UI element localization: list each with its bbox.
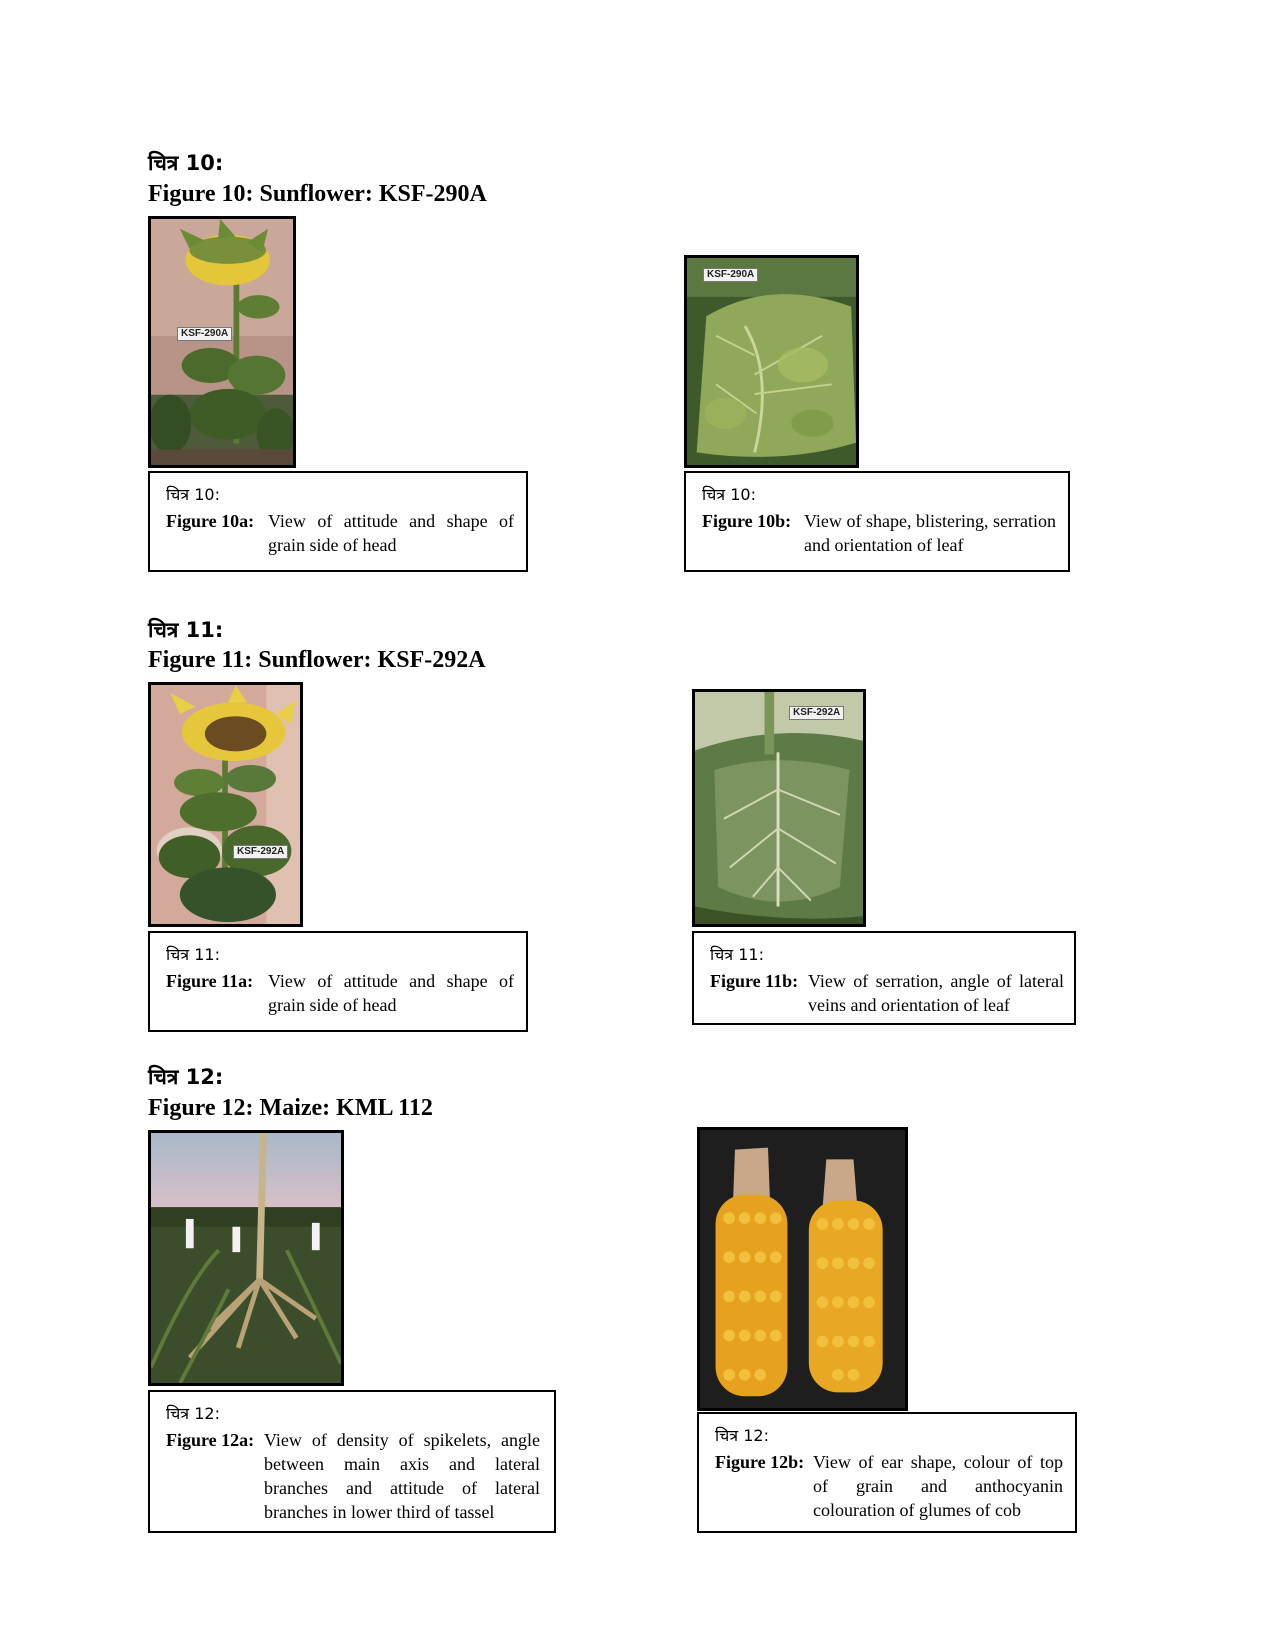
caption-11b-hindi-label: चित्र 11: <box>710 945 764 964</box>
photo-12a-maize-tassel <box>148 1130 344 1386</box>
caption-11b <box>692 931 1076 1025</box>
section-10-title: Figure 10: Sunflower: KSF-290A <box>148 181 487 207</box>
caption-10a-hindi-label: चित्र 10: <box>166 485 220 504</box>
caption-11a-text: View of attitude and shape of grain side of head <box>268 971 514 1015</box>
caption-10b-text: View of shape, blistering, serration and orientation of leaf <box>804 511 1056 555</box>
photo-10a-tag: KSF-290A <box>177 327 232 341</box>
caption-12a <box>148 1390 556 1533</box>
caption-11a <box>148 931 528 1032</box>
caption-10a-label: Figure 10a: <box>166 511 255 531</box>
photo-12b-maize-cobs <box>697 1127 908 1411</box>
caption-11b-text: View of serration, angle of lateral veins and orientation of leaf <box>808 971 1064 1015</box>
caption-11a-hindi-label: चित्र 11: <box>166 945 220 964</box>
caption-11a-label: Figure 11a: <box>166 971 254 991</box>
caption-11b-label: Figure 11b: <box>710 971 799 991</box>
caption-10a <box>148 471 528 572</box>
section-11-hindi-label: चित्र 11: <box>148 618 224 642</box>
caption-12a-text: View of density of spikelets, angle between main axis and lateral branches and attitude of lateral branches in lower third of tassel <box>264 1430 540 1522</box>
photo-10b-tag: KSF-290A <box>703 268 758 282</box>
photo-10a-sunflower-plant <box>148 216 296 468</box>
caption-12a-label: Figure 12a: <box>166 1430 255 1450</box>
section-10-hindi-label: चित्र 10: <box>148 151 224 175</box>
caption-12b <box>697 1412 1077 1533</box>
photo-11a-sunflower-plant <box>148 682 303 927</box>
section-12-hindi-label: चित्र 12: <box>148 1065 224 1089</box>
caption-10a-text: View of attitude and shape of grain side of head <box>268 511 514 555</box>
photo-11b-tag: KSF-292A <box>789 706 844 720</box>
photo-10b-sunflower-leaf <box>684 255 859 468</box>
caption-10b-hindi-label: चित्र 10: <box>702 485 756 504</box>
caption-12a-hindi-label: चित्र 12: <box>166 1404 220 1423</box>
caption-10b-label: Figure 10b: <box>702 511 792 531</box>
caption-12b-hindi-label: चित्र 12: <box>715 1426 769 1445</box>
caption-12b-label: Figure 12b: <box>715 1452 805 1472</box>
section-12-title: Figure 12: Maize: KML 112 <box>148 1095 433 1121</box>
caption-12b-text: View of ear shape, colour of top of grain and anthocyanin colouration of glumes of cob <box>813 1452 1063 1520</box>
photo-11a-tag: KSF-292A <box>233 845 288 859</box>
caption-10b <box>684 471 1070 572</box>
section-11-title: Figure 11: Sunflower: KSF-292A <box>148 647 486 673</box>
photo-11b-sunflower-leaf <box>692 689 866 927</box>
